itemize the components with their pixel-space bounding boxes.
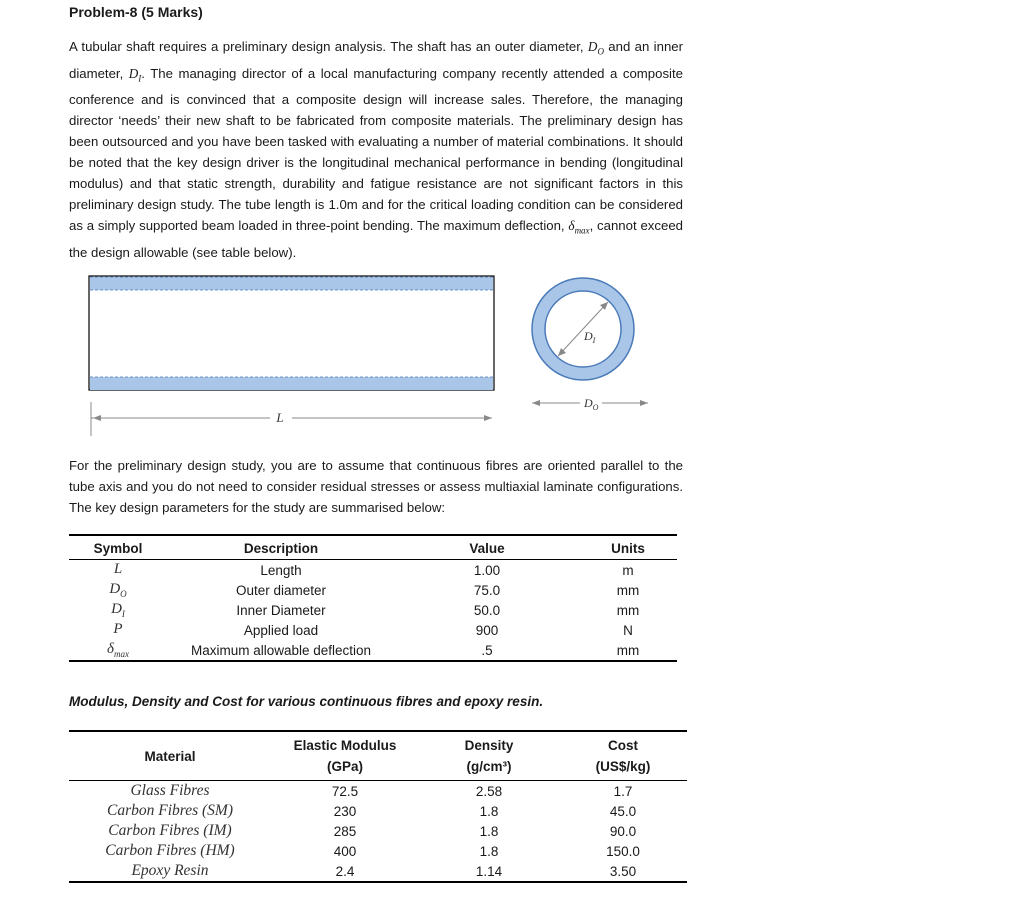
materials-table-caption: Modulus, Density and Cost for various continuous fibres and epoxy resin. [69,694,544,709]
cost-cell: 3.50 [559,861,687,882]
material-name-cell: Carbon Fibres (IM) [108,822,232,839]
table-row [69,841,687,861]
cost-cell: 1.7 [613,783,633,799]
modulus-cell: 72.5 [331,783,359,799]
header-units: Units [579,535,677,560]
units-cell: mm [616,602,640,618]
header-material: Material [69,731,271,781]
material-name-cell: Carbon Fibres (HM) [105,842,235,859]
modulus-cell: 230 [333,803,357,819]
problem-heading: Problem-8 (5 Marks) [69,4,203,20]
modulus-cell: 400 [333,843,357,859]
header-description: Description [167,535,395,560]
shaft-figure [80,268,660,440]
density-cell: 1.14 [419,861,559,882]
description-cell: Length [260,562,302,578]
density-cell: 2.58 [475,783,503,799]
description-cell: Maximum allowable deflection [167,640,395,661]
units-cell: mm [616,582,640,598]
description-cell: Inner Diameter [236,602,326,618]
table-row [69,640,677,661]
outer-diameter-symbol: $D_O$ [587,39,604,57]
tube-side-outline [89,276,494,390]
table-row [69,600,677,620]
cost-cell: 150.0 [606,843,640,859]
cost-cell: 90.0 [609,823,637,839]
inner-diameter-label: $D_I$ [584,329,596,345]
header-cost: Cost (US$/kg) [559,731,687,781]
density-cell: 1.8 [479,843,499,859]
description-cell: Outer diameter [235,582,327,598]
design-study-paragraph: For the preliminary design study, you are to assume that continuous fibres are oriented parallel to the tube axis and you do not need to consider residual stresses or assess multiaxial laminate configurations. The key design parameters for the study are summarised below: [69,458,683,515]
materials-table [69,730,687,883]
header-density: Density (g/cm³) [419,731,559,781]
value-cell: 50.0 [473,602,501,618]
units-cell: N [623,622,633,638]
symbol-cell: $\delta_{max}$ [107,641,129,659]
header-value: Value [395,535,579,560]
value-cell: 75.0 [473,582,501,598]
cost-cell: 45.0 [609,803,637,819]
material-name-cell: Glass Fibres [130,782,210,799]
table-row [69,861,687,882]
value-cell: 1.00 [473,562,501,578]
units-cell: mm [579,640,677,661]
material-name-cell: Epoxy Resin [69,861,271,882]
inner-diameter-symbol: $D_I$ [128,65,142,84]
value-cell: .5 [395,640,579,661]
table-row [69,821,687,841]
outer-diameter-label: $D_O$ [584,396,599,412]
table-row [69,801,687,821]
design-parameters-table [69,534,677,662]
table-row [69,781,687,802]
symbol-cell: P [113,621,123,637]
max-deflection-symbol: $\delta_{max}$ [568,218,590,236]
header-symbol: Symbol [69,535,167,560]
table-row [69,560,677,581]
symbol-cell: L [113,561,123,577]
density-cell: 1.8 [479,823,499,839]
modulus-cell: 2.4 [271,861,419,882]
tube-bottom-wall [90,377,493,390]
value-cell: 900 [475,622,499,638]
intro-paragraph: A tubular shaft requires a preliminary design analysis. The shaft has an outer diameter, $D_O$ and an inner diameter, $D_I$. The managing director of a local manufacturing company recently attended a composite conference and is convinced that a composite design will increase sales. Therefore, the managing director ‘needs’ their new shaft to be fabricated from composite materials. The preliminary design has been outsourced and you have been tasked with evaluating a number of material combinations. It should be noted that the key design driver is the longitudinal mechanical performance in bending (longitudinal modulus) and that static strength, durability and fatigue resistance are not significant factors in this preliminary design study. The tube length is 1.0m and for the critical loading condition can be considered as a simply supported beam loaded in three-point bending. The maximum deflection, $\delta_{max}$, cannot exceed the design allowable (see table below). [69,39,683,260]
symbol-cell: $D_I$ [111,601,125,619]
description-cell: Applied load [243,622,319,638]
density-cell: 1.8 [479,803,499,819]
tube-top-wall [90,277,493,290]
header-modulus: Elastic Modulus (GPa) [271,731,419,781]
symbol-cell: $D_O$ [109,581,127,599]
modulus-cell: 285 [333,823,357,839]
units-cell: m [622,562,634,578]
length-label: L [276,410,284,425]
table-row [69,580,677,600]
material-name-cell: Carbon Fibres (SM) [107,802,233,819]
table-row [69,620,677,640]
